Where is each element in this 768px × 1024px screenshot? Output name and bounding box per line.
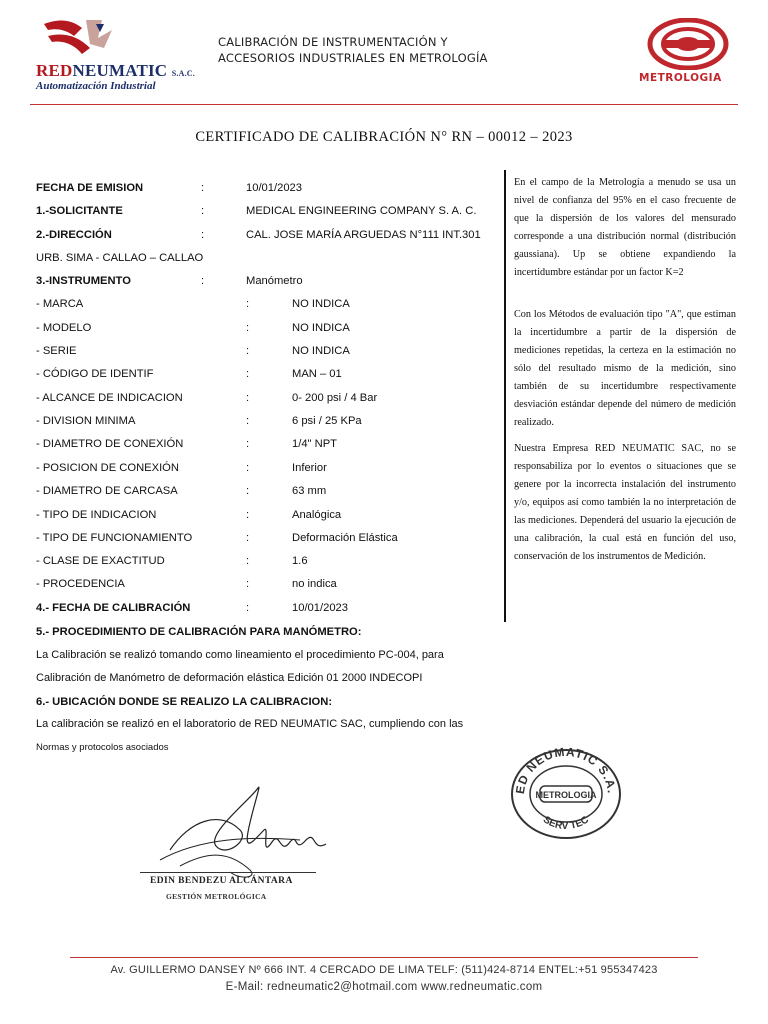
right-note-confidence: En el campo de la Metrología a menudo se usa un nivel de confianza del 95% en el caso frecuente de que la dispersión de los valores del mensurado corresponde a una distribución normal (distribución gaussiana). Up se obtiene expandiendo la incertidumbre estándar por un factor K=2: [514, 177, 736, 278]
field-value-procedencia: no indica: [292, 578, 337, 590]
company-tagline: Automatización Industrial: [36, 80, 156, 92]
field-colon: :: [246, 602, 250, 614]
field-value-codigo: MAN – 01: [292, 368, 342, 380]
signature-scribble-icon: [130, 780, 330, 890]
field-label-codigo: - CÓDIGO DE IDENTIF: [36, 368, 154, 380]
right-note-disclaimer: Nuestra Empresa RED NEUMATIC SAC, no se responsabiliza por lo eventos o situaciones que se genere por la incorrecta instalación del instrumento y/o, equipos así como también la no interpretación de las mediciones. Dependerá del usuario la ejecución de una calibración, la cual está en función del uso, conservación de los instrumentos de Medición.: [514, 443, 736, 562]
section5-line-2: Calibración de Manómetro de deformación elástica Edición 01 2000 INDECOPI: [36, 672, 423, 684]
field-colon: :: [246, 298, 250, 310]
signer-role: GESTIÓN METROLÓGICA: [166, 892, 267, 901]
field-colon: :: [201, 205, 205, 217]
field-colon: :: [246, 345, 250, 357]
field-colon: :: [246, 532, 250, 544]
section6-heading: 6.- UBICACIÓN DONDE SE REALIZO LA CALIBRACION:: [36, 696, 333, 708]
company-stamp: [508, 746, 624, 840]
field-colon: :: [246, 555, 250, 567]
header-divider: [30, 104, 738, 105]
company-brand: REDNEUMATIC S.A.C.: [36, 61, 195, 80]
field-colon: :: [246, 462, 250, 474]
field-value-marca: NO INDICA: [292, 298, 350, 310]
header-title: [218, 34, 488, 66]
right-note-type-a-methods: Con los Métodos de evaluación tipo "A", que estiman la incertidumbre a partir de la dispersión de mediciones repetidas, la certeza en la estimación no sólo del resultado mismo de la medición, sino también de su incertidumbre respectivamente desviación estándar depende del número de medición realizado.: [514, 309, 736, 428]
field-value-clase-exactitud: 1.6: [292, 555, 308, 567]
footer-contact: E-Mail: redneumatic2@hotmail.com www.redneumatic.com: [225, 981, 543, 993]
section6-line-1: La calibración se realizó en el laboratorio de RED NEUMATIC SAC, cumpliendo con las: [36, 718, 464, 730]
field-label-posicion-conexion: - POSICION DE CONEXIÓN: [36, 462, 179, 474]
field-label-division: - DIVISION MINIMA: [36, 415, 136, 427]
field-label-fecha-emision: FECHA DE EMISION: [36, 182, 144, 194]
field-colon: :: [201, 182, 205, 194]
section5-heading: 5.- PROCEDIMIENTO DE CALIBRACIÓN PARA MANÓMETRO:: [36, 626, 362, 638]
field-colon: :: [246, 322, 250, 334]
field-value-fecha-emision: 10/01/2023: [246, 182, 302, 194]
field-label-tipo-indicacion: - TIPO DE INDICACION: [36, 509, 157, 521]
footer-address: Av. GUILLERMO DANSEY Nº 666 INT. 4 CERCADO DE LIMA TELF: (511)424-8714 ENTEL:+51 955347423: [110, 964, 658, 976]
field-label-marca: - MARCA: [36, 298, 84, 310]
field-colon: :: [201, 229, 205, 241]
field-label-direccion: 2.-DIRECCIÓN: [36, 229, 112, 241]
field-value-alcance: 0- 200 psi / 4 Bar: [292, 392, 378, 404]
svg-text:SERV TEC: [541, 814, 591, 832]
field-value-diametro-carcasa: 63 mm: [292, 485, 327, 497]
field-value-instrumento: Manómetro: [246, 275, 303, 287]
field-colon: :: [246, 438, 250, 450]
stamp-center-text: METROLOGIA: [535, 790, 597, 800]
field-value-solicitante: MEDICAL ENGINEERING COMPANY S. A. C.: [246, 205, 477, 217]
field-label-alcance: - ALCANCE DE INDICACION: [36, 392, 183, 404]
header-line-2: ACCESORIOS INDUSTRIALES EN METROLOGÍA: [218, 51, 488, 65]
stamp-bottom-text: SERV TEC: [541, 814, 591, 833]
field-label-serie: - SERIE: [36, 345, 77, 357]
field-value-tipo-funcionamiento: Deformación Elástica: [292, 532, 398, 544]
field-colon: :: [246, 415, 250, 427]
metrology-target-icon: [643, 18, 733, 70]
stamp-top-text: ED NEUMATIC S.A.: [512, 746, 619, 795]
field-label-clase-exactitud: - CLASE DE EXACTITUD: [36, 555, 165, 567]
address-continuation: URB. SIMA - CALLAO – CALLAO: [36, 252, 204, 264]
field-value-direccion: CAL. JOSE MARÍA ARGUEDAS N°111 INT.301: [246, 229, 481, 241]
field-colon: :: [246, 509, 250, 521]
certificate-title: CERTIFICADO DE CALIBRACIÓN N° RN – 00012 – 2023: [195, 129, 573, 145]
field-colon: :: [246, 485, 250, 497]
right-column-border: [504, 170, 506, 622]
signature-line: [140, 872, 316, 873]
field-value-division: 6 psi / 25 KPa: [292, 415, 362, 427]
field-label-modelo: - MODELO: [36, 322, 92, 334]
company-emblem-icon: [38, 14, 158, 64]
field-label-fecha-calibracion: 4.- FECHA DE CALIBRACIÓN: [36, 602, 191, 614]
section6-line-2: Normas y protocolos asociados: [36, 742, 169, 753]
field-colon: :: [246, 392, 250, 404]
field-label-instrumento: 3.-INSTRUMENTO: [36, 275, 131, 287]
stamp-seal-icon: [508, 746, 624, 840]
svg-text:RED NEUMATIC S.A.C: [508, 746, 619, 795]
field-colon: :: [246, 578, 250, 590]
field-colon: :: [246, 368, 250, 380]
field-label-procedencia: - PROCEDENCIA: [36, 578, 125, 590]
field-value-diametro-conexion: 1/4" NPT: [292, 438, 338, 450]
signature: [130, 780, 330, 890]
section5-line-1: La Calibración se realizó tomando como lineamiento el procedimiento PC-004, para: [36, 649, 444, 661]
field-value-tipo-indicacion: Analógica: [292, 509, 342, 521]
header-line-1: CALIBRACIÓN DE INSTRUMENTACIÓN Y: [218, 35, 448, 49]
field-value-serie: NO INDICA: [292, 345, 350, 357]
field-label-tipo-funcionamiento: - TIPO DE FUNCIONAMIENTO: [36, 532, 193, 544]
field-label-solicitante: 1.-SOLICITANTE: [36, 205, 123, 217]
field-label-diametro-conexion: - DIAMETRO DE CONEXIÓN: [36, 438, 184, 450]
field-value-fecha-calibracion: 10/01/2023: [292, 602, 348, 614]
field-value-posicion-conexion: Inferior: [292, 462, 327, 474]
field-value-modelo: NO INDICA: [292, 322, 350, 334]
metrology-label: METROLOGIA: [639, 72, 722, 84]
company-logo: [30, 14, 210, 94]
footer-divider: [70, 957, 698, 958]
metrology-logo: [635, 18, 735, 86]
field-label-diametro-carcasa: - DIAMETRO DE CARCASA: [36, 485, 178, 497]
field-colon: :: [201, 275, 205, 287]
signer-name: EDIN BENDEZU ALCÁNTARA: [150, 876, 293, 886]
